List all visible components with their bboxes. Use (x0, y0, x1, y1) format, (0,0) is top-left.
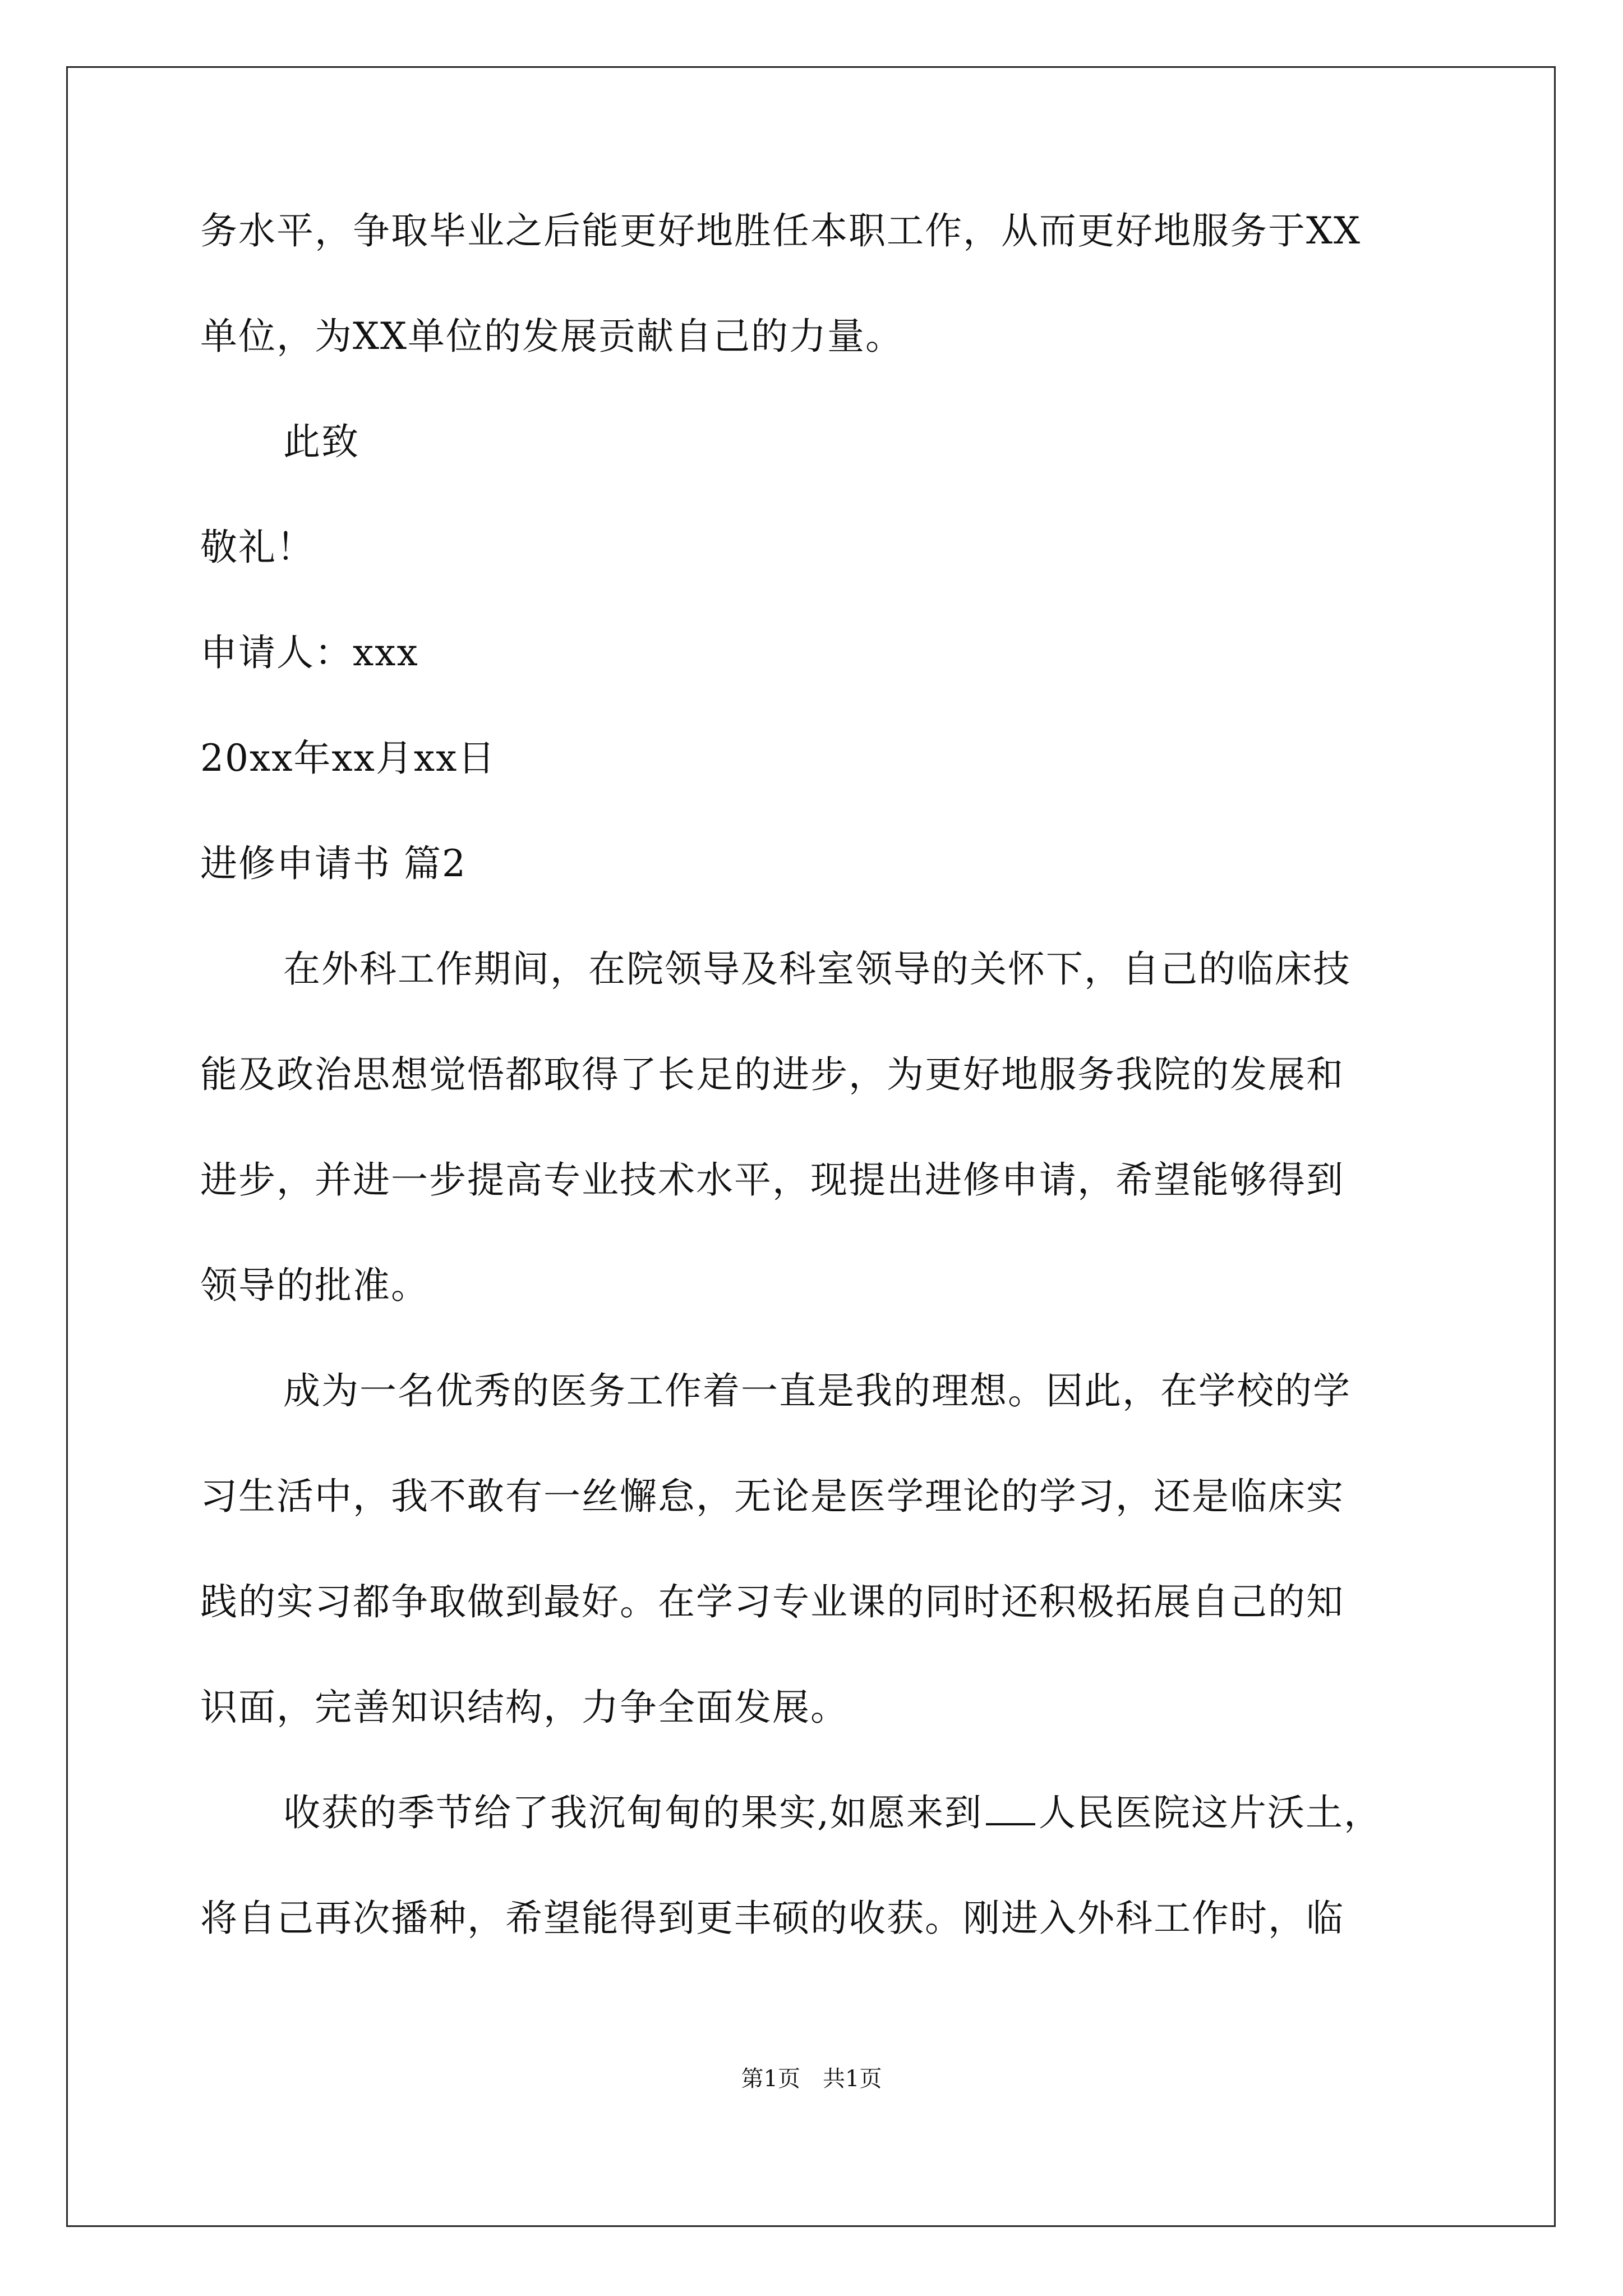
text-line-8: 在外科工作期间，在院领导及科室领导的关怀下，自己的临床技 (283, 947, 1351, 991)
page-footer: 第1页 共1页 (741, 2066, 882, 2092)
text-line-12: 成为一名优秀的医务工作着一直是我的理想。因此，在学校的学 (283, 1369, 1351, 1412)
text-line-14: 践的实习都争取做到最好。在学习专业课的同时还积极拓展自己的知 (200, 1580, 1344, 1623)
text-line-11: 领导的批准。 (200, 1264, 429, 1307)
text-line-2: 单位，为XX单位的发展贡献自己的力量。 (200, 315, 903, 358)
text-line-16-part-2: 人民医院这片沃土， (1038, 1791, 1382, 1834)
text-line-17: 将自己再次播种，希望能得到更丰硕的收获。刚进入外科工作时，临 (200, 1897, 1344, 1940)
text-line-10: 进步，并进一步提高专业技术水平，现提出进修申请，希望能够得到 (200, 1158, 1344, 1202)
text-line-16 (283, 1788, 1517, 1838)
text-line-13: 习生活中，我不敢有一丝懈怠，无论是医学理论的学习，还是临床实 (200, 1475, 1344, 1518)
applicant-line: 申请人：xxx (200, 631, 419, 674)
date-line: 20xx年xx月xx日 (200, 737, 496, 780)
fill-in-blank (986, 1792, 1035, 1825)
closing-regards: 敬礼！ (200, 526, 315, 569)
text-line-15: 识面，完善知识结构，力争全面发展。 (200, 1686, 849, 1729)
text-line-1: 务水平，争取毕业之后能更好地胜任本职工作，从而更好地服务于XX (200, 209, 1361, 252)
section-heading: 进修申请书 篇2 (200, 842, 467, 885)
closing-salutation: 此致 (283, 420, 359, 463)
text-line-9: 能及政治思想觉悟都取得了长足的进步，为更好地服务我院的发展和 (200, 1053, 1344, 1096)
text-line-16-part-1: 收获的季节给了我沉甸甸的果实,如愿来到 (283, 1791, 983, 1834)
